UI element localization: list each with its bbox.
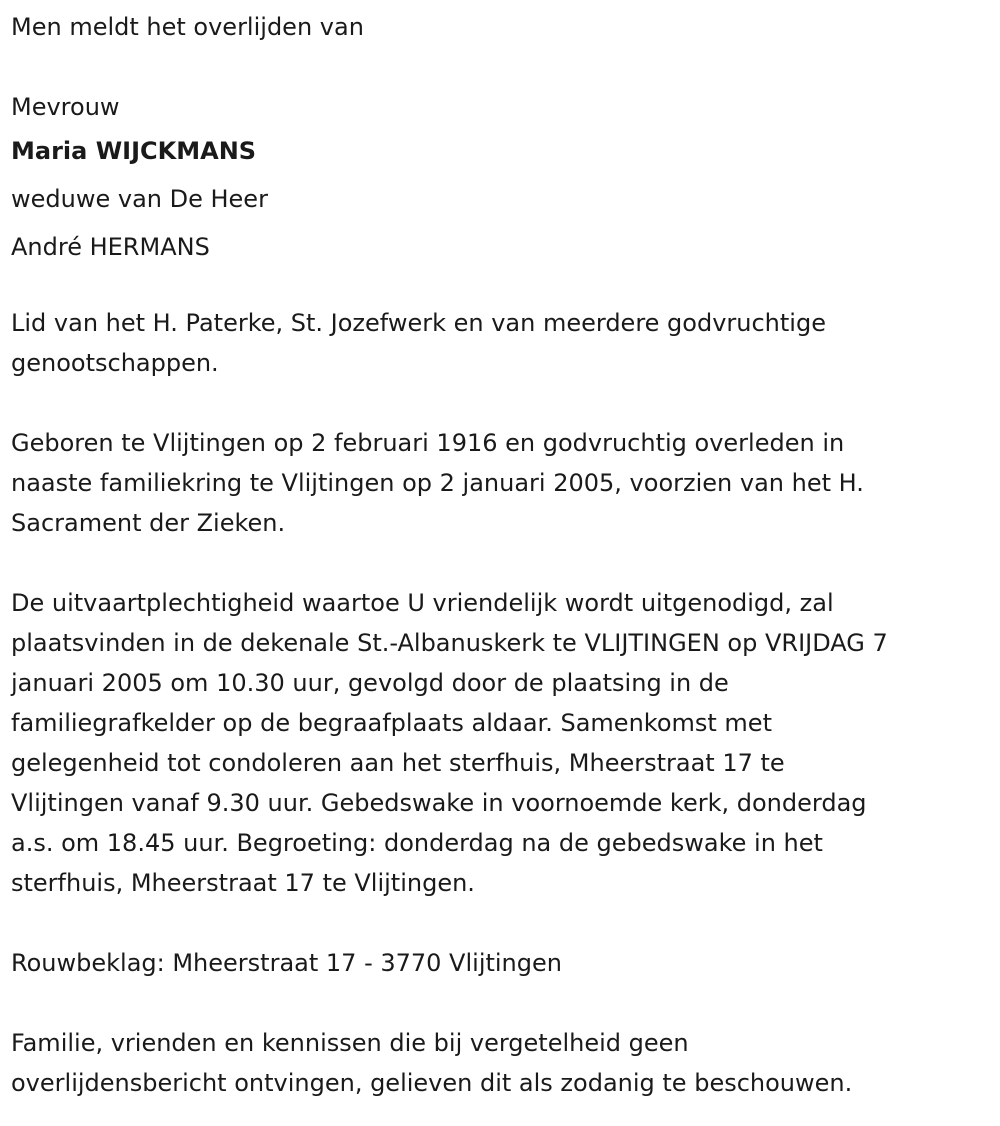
paragraph-line: De uitvaartplechtigheid waartoe U vriendelijk wordt uitgenodigd, zal	[11, 589, 834, 617]
spacer	[11, 271, 990, 303]
husband-name: André HERMANS	[11, 233, 210, 261]
membership-paragraph	[11, 303, 990, 383]
mourning-address: Rouwbeklag: Mheerstraat 17 - 3770 Vlijtingen	[11, 949, 562, 977]
paragraph-line: gelegenheid tot condoleren aan het sterfhuis, Mheerstraat 17 te	[11, 749, 785, 777]
paragraph-line: a.s. om 18.45 uur. Begroeting: donderdag na de gebedswake in het	[11, 829, 823, 857]
honorific: Mevrouw	[11, 93, 120, 121]
deceased-name: Maria WIJCKMANS	[11, 137, 257, 165]
paragraph-line: naaste familiekring te Vlijtingen op 2 januari 2005, voorzien van het H.	[11, 469, 864, 497]
paragraph-line: genootschappen.	[11, 349, 219, 377]
spacer	[11, 47, 990, 87]
paragraph-line: Lid van het H. Paterke, St. Jozefwerk en van meerdere godvruchtige	[11, 309, 826, 337]
paragraph-line: Geboren te Vlijtingen op 2 februari 1916 en godvruchtig overleden in	[11, 429, 845, 457]
paragraph-line: Sacrament der Zieken.	[11, 509, 286, 537]
widow-of-line: weduwe van De Heer	[11, 185, 268, 213]
paragraph-line: familiegrafkelder op de begraafplaats aldaar. Samenkomst met	[11, 709, 772, 737]
paragraph-line: Familie, vrienden en kennissen die bij vergetelheid geen	[11, 1029, 689, 1057]
spacer	[11, 983, 990, 1023]
intro-line: Men meldt het overlijden van	[11, 13, 364, 41]
paragraph-line: overlijdensbericht ontvingen, gelieven dit als zodanig te beschouwen.	[11, 1069, 853, 1097]
paragraph-line: Vlijtingen vanaf 9.30 uur. Gebedswake in voornoemde kerk, donderdag	[11, 789, 867, 817]
spacer	[11, 903, 990, 943]
spacer	[11, 383, 990, 423]
paragraph-line: plaatsvinden in de dekenale St.-Albanuskerk te VLIJTINGEN op VRIJDAG 7	[11, 629, 888, 657]
funeral-paragraph	[11, 583, 990, 903]
paragraph-line: januari 2005 om 10.30 uur, gevolgd door de plaatsing in de	[11, 669, 729, 697]
birth-death-paragraph	[11, 423, 990, 543]
spacer	[11, 543, 990, 583]
closing-paragraph	[11, 1023, 990, 1103]
paragraph-line: sterfhuis, Mheerstraat 17 te Vlijtingen.	[11, 869, 475, 897]
